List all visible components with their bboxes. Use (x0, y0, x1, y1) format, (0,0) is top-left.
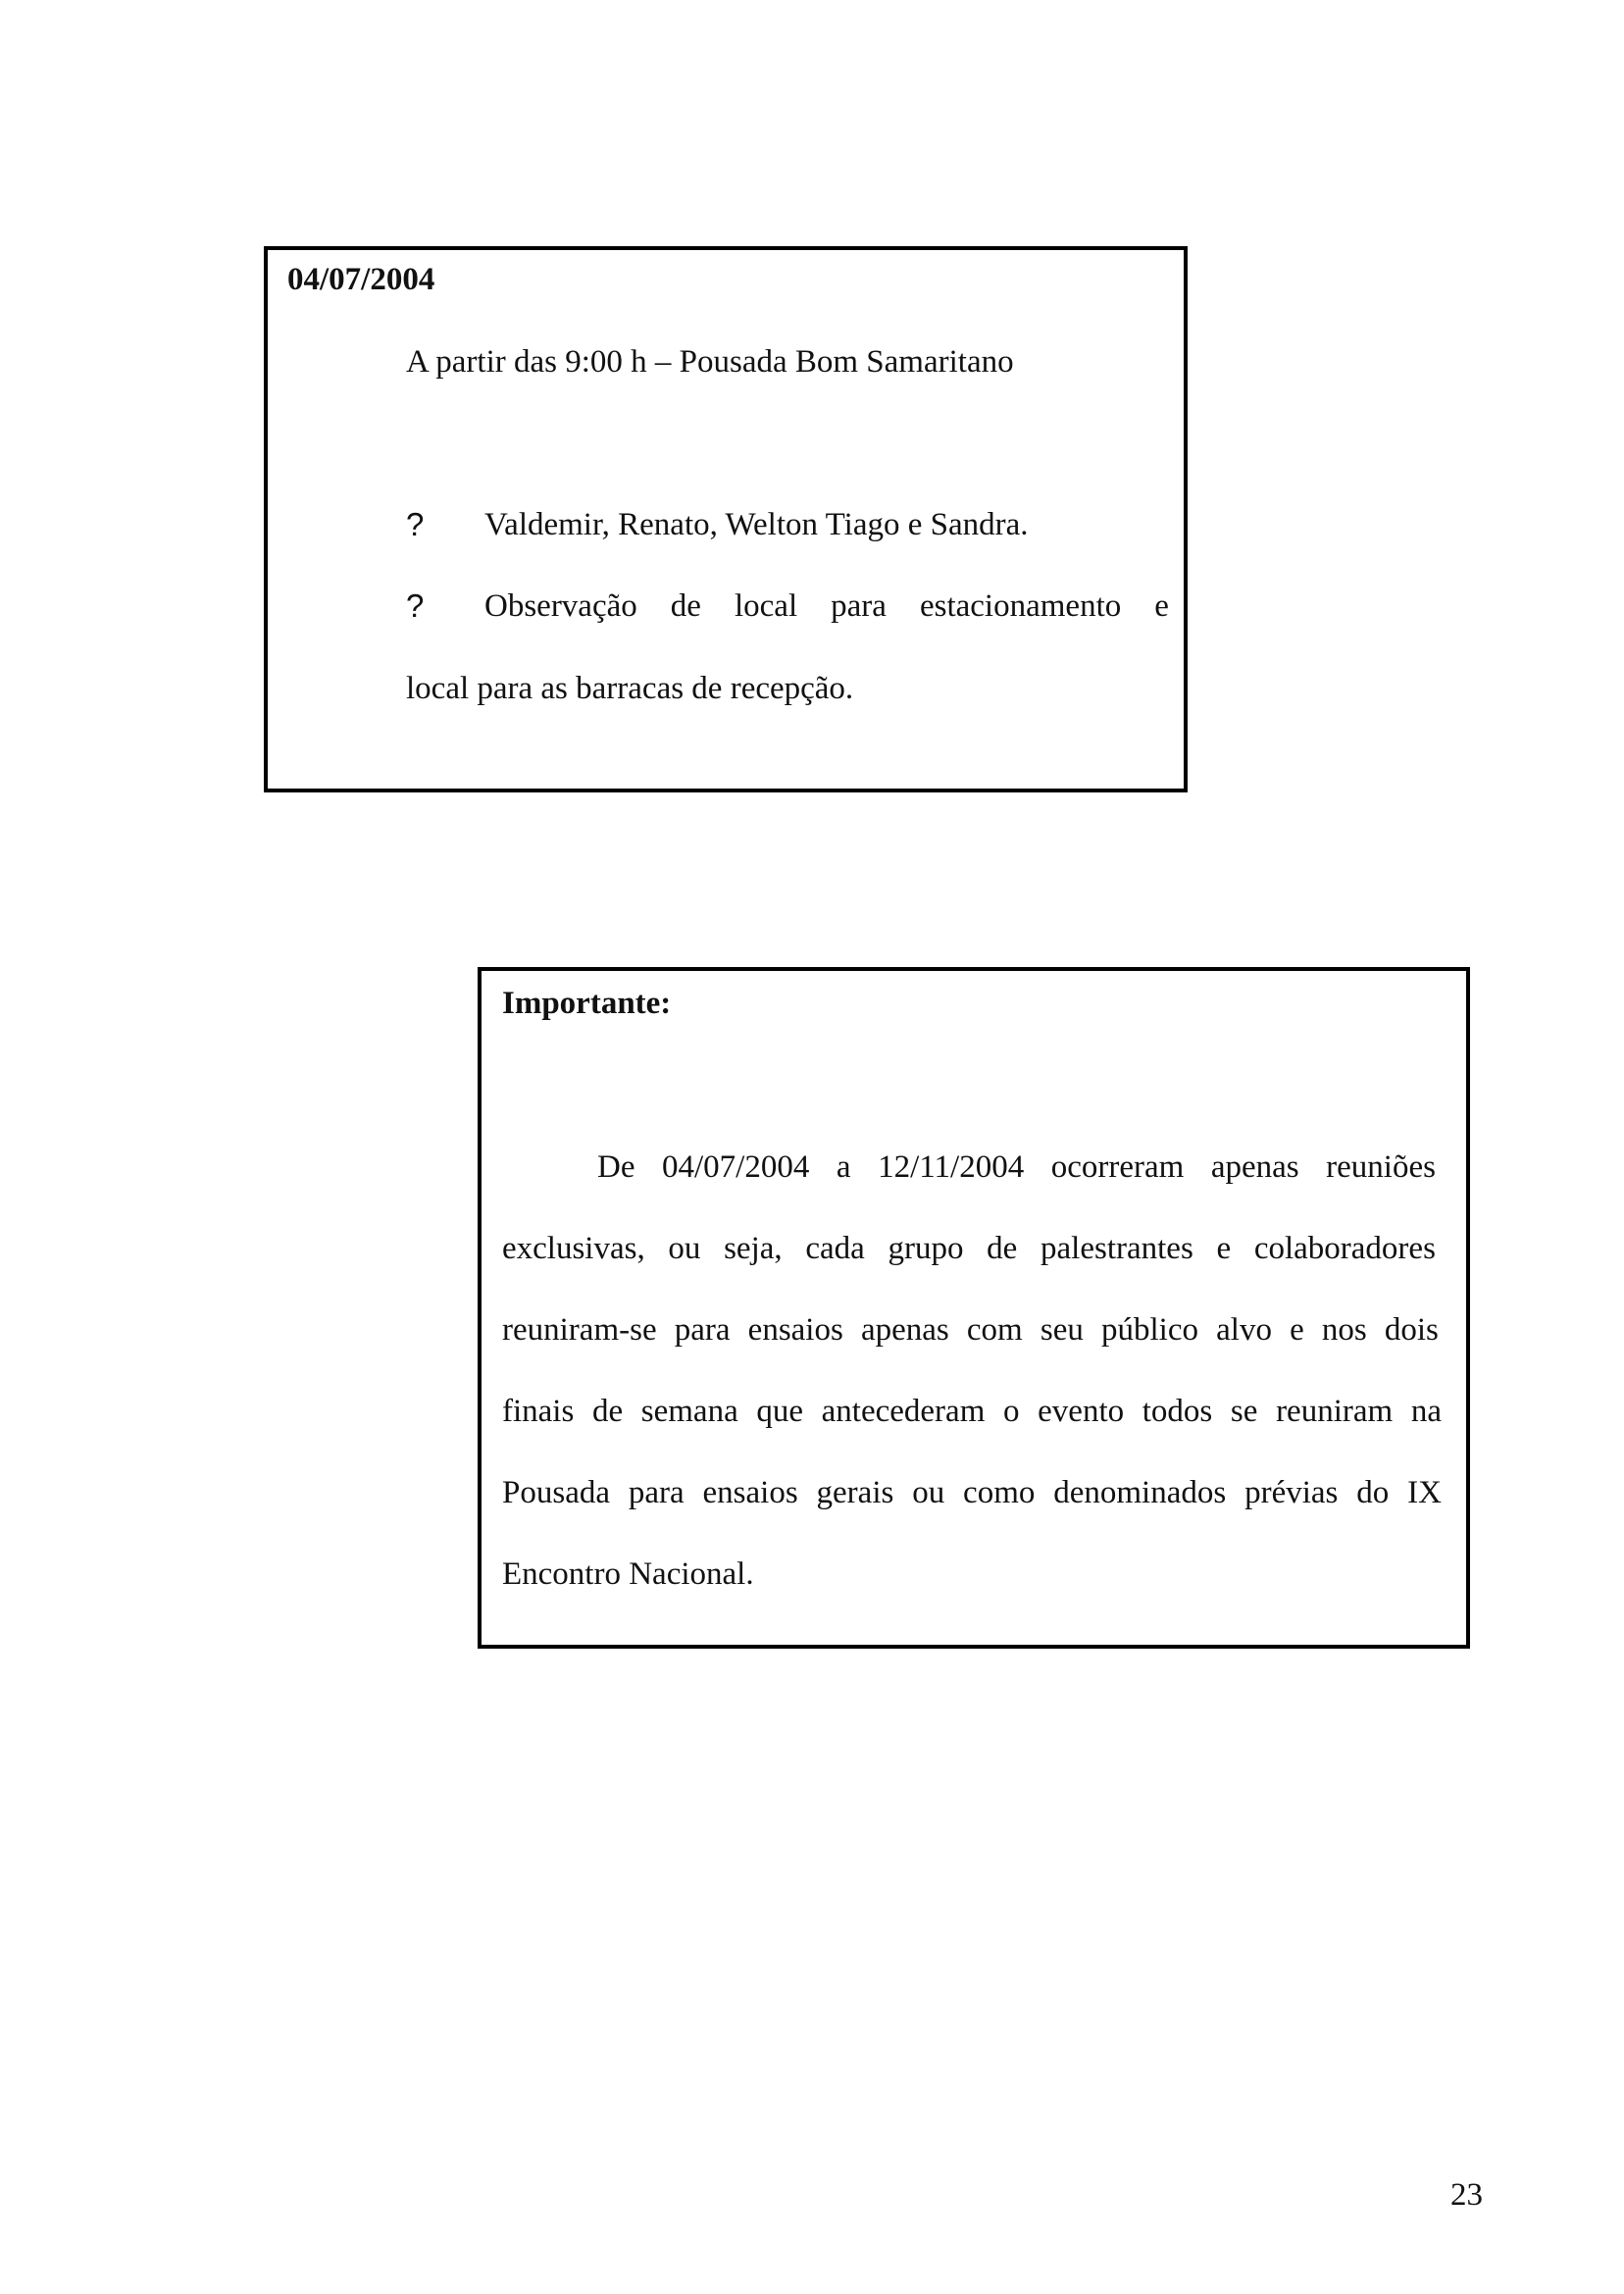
word: o (1003, 1394, 1020, 1429)
page-number: 23 (1450, 2177, 1483, 2213)
word: de (591, 1394, 624, 1429)
word: para (628, 1475, 685, 1510)
word: IX (1407, 1475, 1442, 1510)
word: Pousada (502, 1475, 610, 1510)
word: se (1230, 1394, 1258, 1429)
word: como (963, 1475, 1036, 1510)
word: estacionamento (919, 588, 1122, 624)
bullet-text-1: Valdemir, Renato, Welton Tiago e Sandra. (484, 507, 1029, 542)
word: na (1410, 1394, 1442, 1429)
paragraph-line-2 (502, 1229, 1436, 1268)
word: exclusivas, (502, 1231, 645, 1266)
bullet-glyph-1: ? (406, 506, 425, 542)
word: ou (912, 1475, 945, 1510)
word: gerais (816, 1475, 894, 1510)
paragraph-line-5 (502, 1473, 1442, 1512)
word: ocorreram (1050, 1149, 1185, 1185)
word: público (1101, 1312, 1198, 1348)
word: todos (1142, 1394, 1213, 1429)
word: que (756, 1394, 804, 1429)
schedule-box (264, 246, 1188, 792)
word: e (1290, 1312, 1304, 1348)
word: e (1216, 1231, 1232, 1266)
word: palestrantes (1040, 1231, 1193, 1266)
word: e (1154, 588, 1169, 624)
word: para (831, 588, 887, 624)
bullet-glyph-2: ? (406, 587, 425, 624)
word: evento (1038, 1394, 1125, 1429)
paragraph-last-line: Encontro Nacional. (502, 1556, 754, 1592)
paragraph-line-1 (597, 1147, 1436, 1187)
paragraph-line-3 (502, 1310, 1439, 1350)
word: cada (805, 1231, 865, 1266)
word: seja, (724, 1231, 783, 1266)
word: seu (1040, 1312, 1084, 1348)
word: apenas (1210, 1149, 1299, 1185)
word: a (836, 1149, 851, 1185)
word: reuniões (1326, 1149, 1436, 1185)
word: finais (502, 1394, 575, 1429)
word: nos (1321, 1312, 1367, 1348)
schedule-time-place: A partir das 9:00 h – Pousada Bom Samaritano (406, 344, 1014, 380)
word: grupo (888, 1231, 964, 1266)
word: do (1356, 1475, 1390, 1510)
bullet-text-2 (484, 586, 1169, 626)
word: com (966, 1312, 1023, 1348)
important-box (478, 967, 1470, 1649)
word: local (734, 588, 798, 624)
word: dois (1384, 1312, 1439, 1348)
word: apenas (860, 1312, 949, 1348)
word: semana (640, 1394, 738, 1429)
word: denominados (1053, 1475, 1227, 1510)
word: ensaios (747, 1312, 843, 1348)
word: 04/07/2004 (662, 1149, 810, 1185)
word: reuniram-se (502, 1312, 657, 1348)
word: De (597, 1149, 635, 1185)
word: prévias (1244, 1475, 1339, 1510)
word: Observação (484, 588, 637, 624)
paragraph-line-4 (502, 1392, 1442, 1431)
schedule-date: 04/07/2004 (287, 262, 435, 297)
word: 12/11/2004 (878, 1149, 1025, 1185)
word: antecederam (821, 1394, 986, 1429)
word: colaboradores (1253, 1231, 1436, 1266)
word: ou (668, 1231, 701, 1266)
word: de (670, 588, 701, 624)
word: ensaios (702, 1475, 798, 1510)
important-title: Importante: (502, 986, 672, 1021)
word: reuniram (1276, 1394, 1394, 1429)
word: para (674, 1312, 731, 1348)
bullet-text-2-continuation: local para as barracas de recepção. (406, 671, 854, 706)
word: de (987, 1231, 1018, 1266)
word: alvo (1216, 1312, 1272, 1348)
